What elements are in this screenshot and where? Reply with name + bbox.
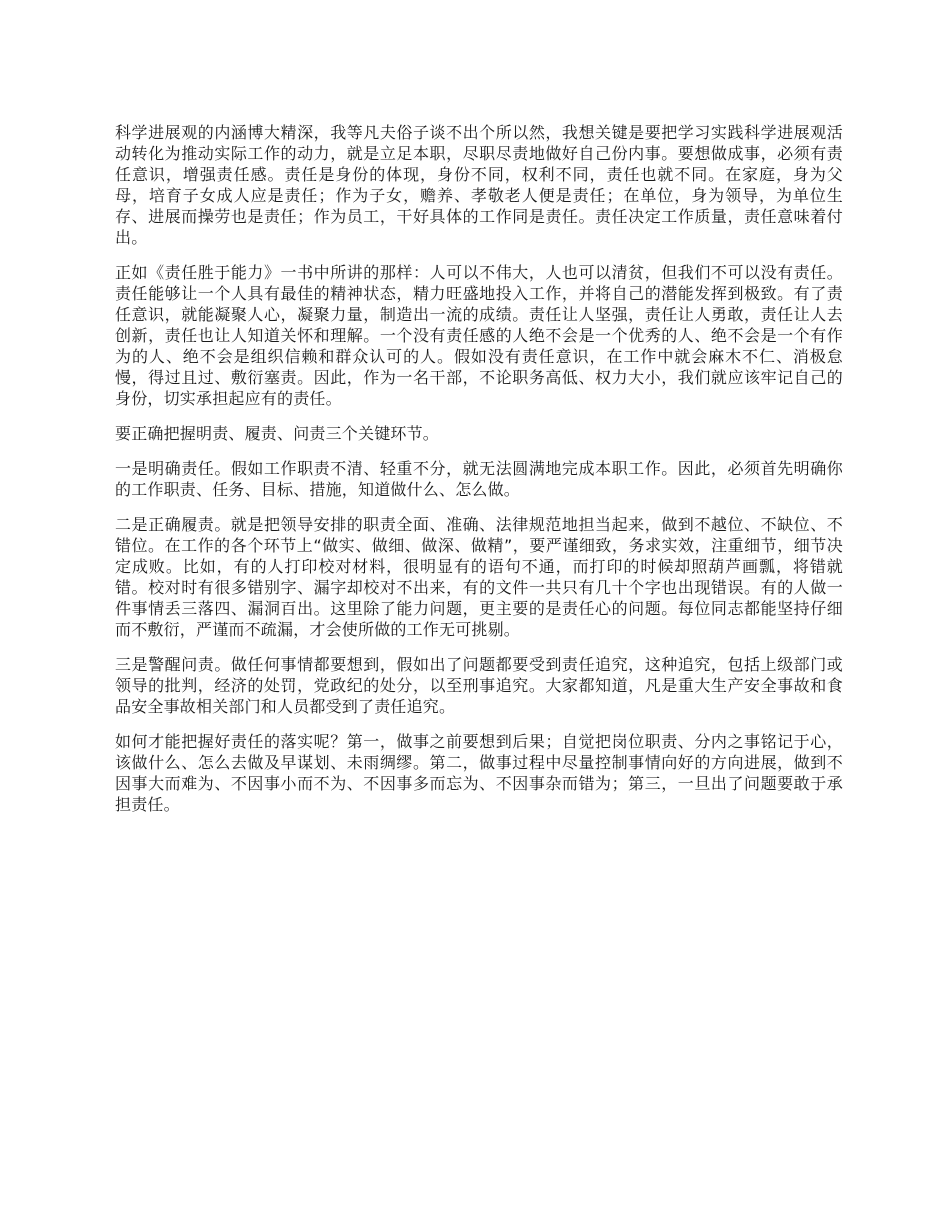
paragraph-clarify-responsibility: 一是明确责任。假如工作职责不清、轻重不分，就无法圆满地完成本职工作。因此，必须首先明确你的工作职责、任务、目标、措施，知道做什么、怎么做。 [115, 459, 843, 499]
paragraph-intro: 科学进展观的内涵博大精深，我等凡夫俗子谈不出个所以然，我想关键是要把学习实践科学进展观活动转化为推动实际工作的动力，就是立足本职，尽职尽责地做好自己份内事。要想做成事，必须有责任意识，增强责任感。责任是身份的体现，身份不同，权利不同，责任也就不同。在家庭，身为父母，培育子女成人应是责任；作为子女，赡养、孝敬老人便是责任；在单位，身为领导，为单位生存、进展而操劳也是责任；作为员工，干好具体的工作同是责任。责任决定工作质量，责任意味着付出。 [115, 123, 843, 247]
document-body [115, 122, 843, 829]
paragraph-accountability: 三是警醒问责。做任何事情都要想到，假如出了问题都要受到责任追究，这种追究，包括上级部门或领导的批判，经济的处罚，党政纪的处分，以至刑事追究。大家都知道，凡是重大生产安全事故和食品安全事故相关部门和人员都受到了责任追究。 [115, 655, 843, 716]
paragraph-key-links: 要正确把握明责、履责、问责三个关键环节。 [115, 424, 440, 443]
paragraph-fulfill-responsibility: 二是正确履责。就是把领导安排的职责全面、准确、法律规范地担当起来，做到不越位、不缺位、不错位。在工作的各个环节上“做实、做细、做深、做精”，要严谨细致，务求实效，注重细节，细节决定成败。比如，有的人打印校对材料，很明显有的语句不通，而打印的时候却照葫芦画瓢，将错就错。校对时有很多错别字、漏字却校对不出来，有的文件一共只有几十个字也出现错误。有的人做一件事情丢三落四、漏洞百出。这里除了能力问题，更主要的是责任心的问题。每位同志都能坚持仔细而不敷衍，严谨而不疏漏，才会使所做的工作无可挑剔。 [115, 515, 843, 639]
paragraph-responsibility-over-ability: 正如《责任胜于能力》一书中所讲的那样：人可以不伟大，人也可以清贫，但我们不可以没有责任。责任能够让一个人具有最佳的精神状态，精力旺盛地投入工作，并将自己的潜能发挥到极致。有了责任意识，就能凝聚人心，凝聚力量，制造出一流的成绩。责任让人坚强，责任让人勇敢，责任让人去创新，责任也让人知道关怀和理解。一个没有责任感的人绝不会是一个优秀的人、绝不会是一个有作为的人、绝不会是组织信赖和群众认可的人。假如没有责任意识，在工作中就会麻木不仁、消极怠慢，得过且过、敷衍塞责。因此，作为一名干部，不论职务高低、权力大小，我们就应该牢记自己的身份，切实承担起应有的责任。 [115, 263, 843, 408]
paragraph-implementation: 如何才能把握好责任的落实呢？第一，做事之前要想到后果；自觉把岗位职责、分内之事铭记于心，该做什么、怎么去做及早谋划、未雨绸缪。第二，做事过程中尽量控制事情向好的方向进展，做到不因事大而难为、不因事小而不为、不因事多而忘为、不因事杂而错为；第三，一旦出了问题要敢于承担责任。 [115, 732, 843, 814]
